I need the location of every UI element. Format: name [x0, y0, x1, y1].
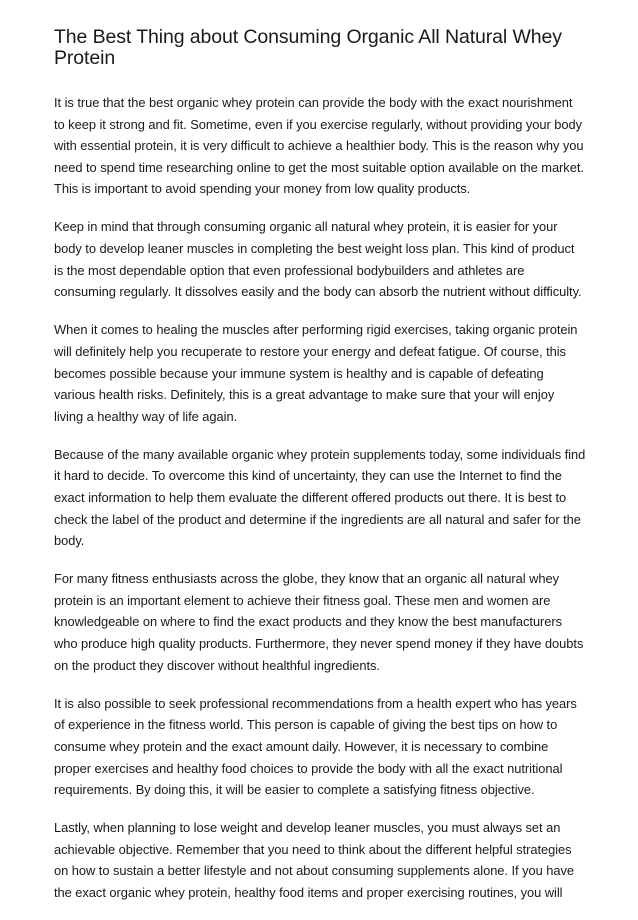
paragraph: For many fitness enthusiasts across the globe, they know that an organic all natural whey protein is an important element to achieve their fitness goal. These men and women are knowledgeable on where to find the exact products and they know the best manufacturers who produce high quality products. Furthermore, they never spend money if they have doubts on the product they discover without healthful ingredients. [54, 571, 584, 673]
paragraph: Because of the many available organic whey protein supplements today, some individuals find it hard to decide. To overcome this kind of uncertainty, they can use the Internet to find the exact information to help them evaluate the different offered products out there. It is best to check the label of the product and determine if the ingredients are all natural and safer for the body. [54, 446, 586, 549]
paragraph: It is true that the best organic whey protein can provide the body with the exact nourishment to keep it strong and fit. Sometime, even if you exercise regularly, without providing your body with essential protein, it is very difficult to achieve a healthier body. This is the reason why you need to spend time researching online to get the most suitable option available on the market. This is important to avoid spending your money from low quality products. [54, 95, 584, 197]
paragraph: It is also possible to seek professional recommendations from a health expert who has years of experience in the fitness world. This person is capable of giving the best tips on how to consume whey protein and the exact amount daily. However, it is necessary to combine proper exercises and healthy food choices to provide the body with all the exact nutritional requirements. By doing this, it will be easier to complete a satisfying fitness objective. [54, 695, 577, 798]
paragraph: Lastly, when planning to lose weight and develop leaner muscles, you must always set an achievable objective. Remember that you need to think about the different helpful strategies on how to sustain a better lifestyle and not about consuming supplements alone. If you have the exact organic whey protein, healthy food items and proper exercising routines, you will [54, 820, 575, 900]
document-page [54, 27, 586, 920]
paragraph: When it comes to healing the muscles after performing rigid exercises, taking organic protein will definitely help you recuperate to restore your energy and defeat fatigue. Of course, this becomes possible because your immune system is healthy and is capable of defeating various health risks. Definitely, this is a great advantage to make sure that your will enjoy living a healthy way of life again. [54, 322, 578, 424]
paragraph: Keep in mind that through consuming organic all natural whey protein, it is easier for your body to develop leaner muscles in completing the best weight loss plan. This kind of product is the most dependable option that even professional bodybuilders and athletes are consuming regularly. It dissolves easily and the body can absorb the nutrient without difficulty. [54, 219, 582, 300]
document-title: The Best Thing about Consuming Organic All Natural Whey Protein [54, 26, 562, 69]
